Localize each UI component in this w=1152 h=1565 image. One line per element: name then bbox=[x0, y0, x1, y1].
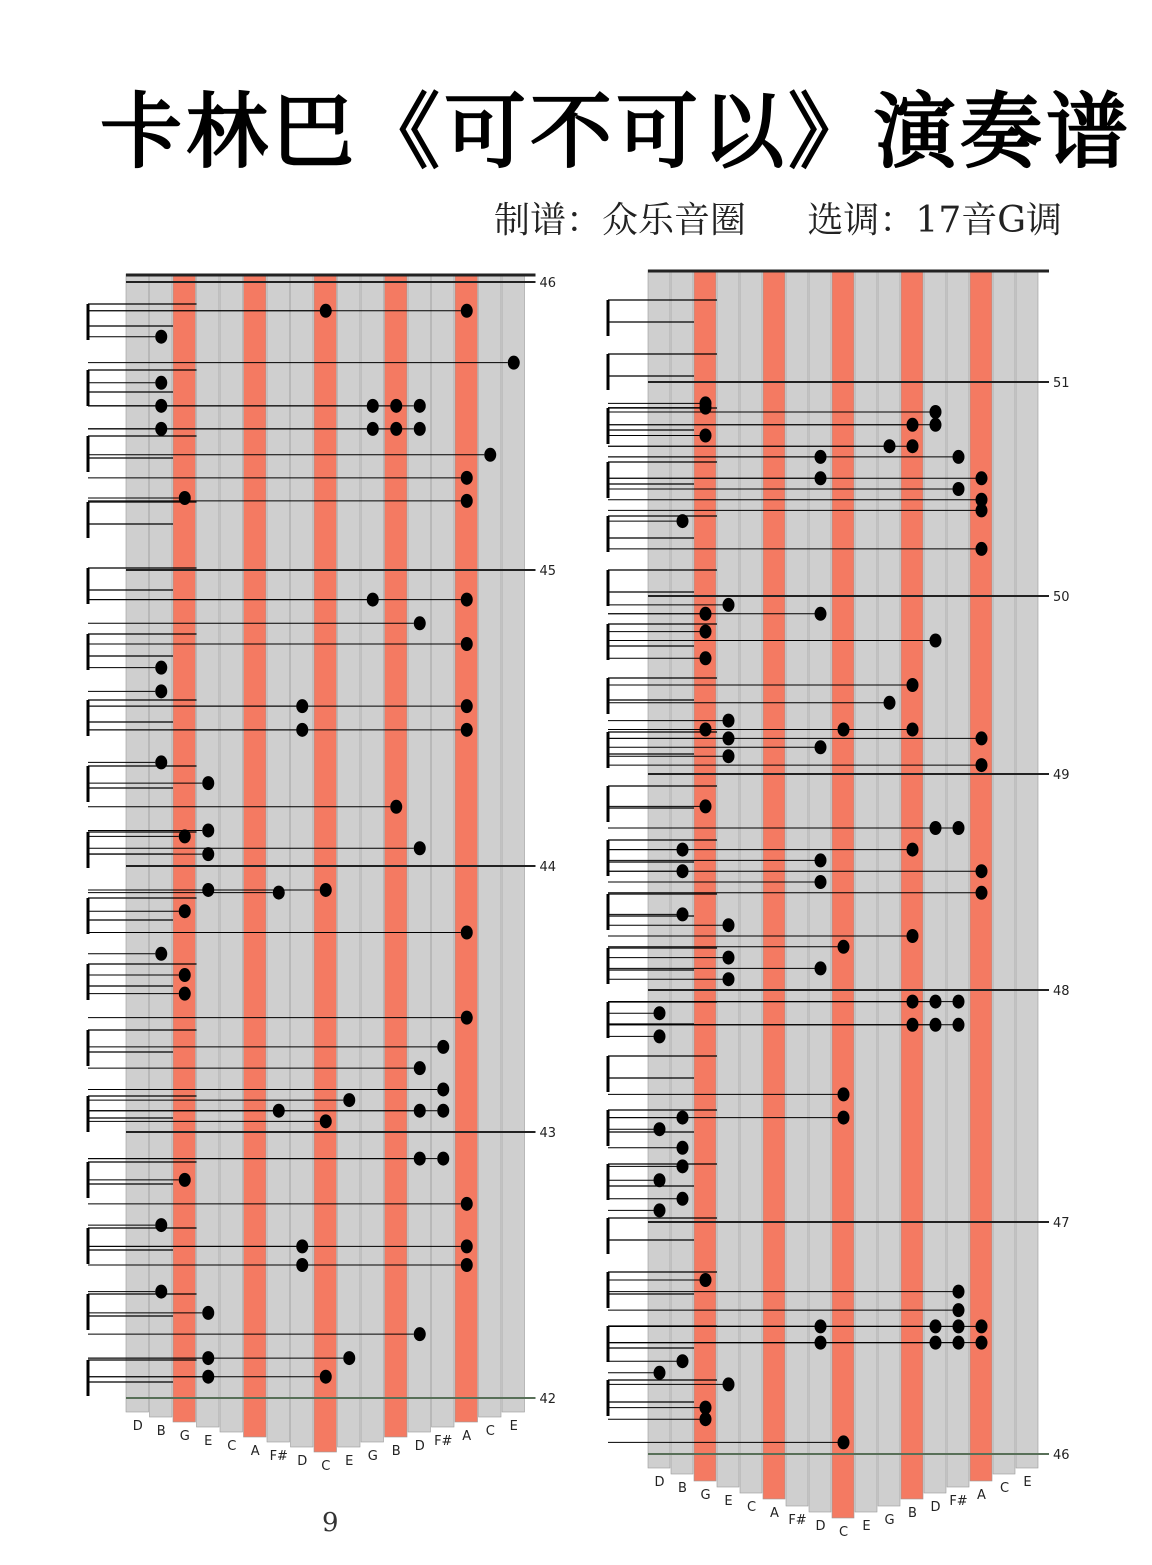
note-dot bbox=[815, 961, 827, 975]
tine-label: F# bbox=[949, 1494, 968, 1509]
note-dot bbox=[320, 1114, 332, 1128]
tine bbox=[314, 274, 337, 1452]
note-dot bbox=[723, 972, 735, 986]
note-dot bbox=[654, 1006, 666, 1020]
note-dot bbox=[976, 471, 988, 485]
note-dot bbox=[815, 853, 827, 867]
tine-label: B bbox=[678, 1481, 687, 1496]
note-dot bbox=[343, 1093, 355, 1107]
note-dot bbox=[155, 755, 167, 769]
note-dot bbox=[461, 699, 473, 713]
tine bbox=[717, 270, 739, 1487]
tine bbox=[432, 274, 455, 1427]
note-dot bbox=[723, 598, 735, 612]
note-dot bbox=[953, 995, 965, 1009]
tine bbox=[150, 274, 173, 1417]
note-dot bbox=[953, 1303, 965, 1317]
note-dot bbox=[930, 418, 942, 432]
note-dot bbox=[953, 821, 965, 835]
note-dot bbox=[700, 396, 712, 410]
tine-label: D bbox=[297, 1454, 308, 1469]
note-dot bbox=[179, 968, 191, 982]
note-dot bbox=[179, 904, 191, 918]
note-dot bbox=[320, 1370, 332, 1384]
tine-label: E bbox=[204, 1434, 213, 1449]
note-dot bbox=[976, 864, 988, 878]
note-dot bbox=[414, 616, 426, 630]
note-dot bbox=[953, 1285, 965, 1299]
note-dot bbox=[677, 1141, 689, 1155]
note-dot bbox=[723, 714, 735, 728]
tine bbox=[244, 274, 267, 1437]
measure-number: 46 bbox=[1053, 1448, 1070, 1463]
tine-label: D bbox=[654, 1475, 665, 1490]
note-dot bbox=[202, 823, 214, 837]
note-dot bbox=[907, 843, 919, 857]
note-dot bbox=[700, 799, 712, 813]
note-dot bbox=[179, 987, 191, 1001]
note-dot bbox=[273, 886, 285, 900]
note-dot bbox=[155, 684, 167, 698]
note-dot bbox=[907, 678, 919, 692]
note-dot bbox=[677, 864, 689, 878]
tine bbox=[361, 274, 384, 1442]
tine bbox=[502, 274, 525, 1412]
tine-label: G bbox=[884, 1513, 895, 1528]
note-dot bbox=[155, 1218, 167, 1232]
note-dot bbox=[461, 1258, 473, 1272]
note-dot bbox=[414, 1327, 426, 1341]
note-dot bbox=[677, 907, 689, 921]
note-dot bbox=[953, 1018, 965, 1032]
tine-label: B bbox=[908, 1506, 917, 1521]
note-dot bbox=[700, 1273, 712, 1287]
note-dot bbox=[976, 731, 988, 745]
note-dot bbox=[953, 482, 965, 496]
tine-label: F# bbox=[434, 1434, 453, 1449]
tine-label: A bbox=[250, 1444, 260, 1459]
note-dot bbox=[437, 1104, 449, 1118]
tine-label: G bbox=[700, 1488, 711, 1503]
note-dot bbox=[155, 330, 167, 344]
note-dot bbox=[414, 422, 426, 436]
tine-label: E bbox=[862, 1519, 871, 1534]
measure-number: 49 bbox=[1053, 768, 1070, 783]
measure-number: 50 bbox=[1053, 590, 1070, 605]
tine-label: C bbox=[227, 1439, 237, 1454]
note-dot bbox=[155, 1285, 167, 1299]
tine-label: F# bbox=[269, 1449, 288, 1464]
note-dot bbox=[953, 450, 965, 464]
tine bbox=[855, 270, 877, 1512]
note-dot bbox=[677, 1192, 689, 1206]
tine bbox=[126, 274, 149, 1412]
note-dot bbox=[155, 376, 167, 390]
note-dot bbox=[700, 723, 712, 737]
note-dot bbox=[654, 1122, 666, 1136]
tine-label: E bbox=[509, 1419, 518, 1434]
measure-number: 47 bbox=[1053, 1216, 1070, 1231]
note-dot bbox=[677, 514, 689, 528]
tine-label: E bbox=[345, 1454, 354, 1469]
note-dot bbox=[461, 1197, 473, 1211]
note-dot bbox=[815, 607, 827, 621]
page-number: 9 bbox=[322, 1508, 339, 1538]
tine-label: F# bbox=[788, 1513, 807, 1528]
tine-label: G bbox=[179, 1429, 190, 1444]
arranger-credit: 制谱：众乐音圈 bbox=[493, 200, 746, 241]
note-dot bbox=[155, 661, 167, 675]
key-info: 选调：17音G调 bbox=[807, 200, 1062, 241]
note-dot bbox=[907, 723, 919, 737]
note-dot bbox=[202, 1306, 214, 1320]
note-dot bbox=[700, 607, 712, 621]
tine bbox=[220, 274, 243, 1432]
note-dot bbox=[654, 1173, 666, 1187]
measure-number: 48 bbox=[1053, 984, 1070, 999]
kalimba-tab-panel-left bbox=[80, 268, 560, 1533]
note-dot bbox=[677, 1354, 689, 1368]
note-dot bbox=[461, 1011, 473, 1025]
note-dot bbox=[677, 843, 689, 857]
note-dot bbox=[907, 929, 919, 943]
note-dot bbox=[700, 651, 712, 665]
note-dot bbox=[700, 429, 712, 443]
note-dot bbox=[437, 1040, 449, 1054]
tine-label: C bbox=[321, 1459, 331, 1474]
tine-label: D bbox=[930, 1500, 941, 1515]
note-dot bbox=[155, 947, 167, 961]
note-dot bbox=[343, 1351, 355, 1365]
note-dot bbox=[723, 749, 735, 763]
tine-label: D bbox=[132, 1419, 143, 1434]
tine-label: C bbox=[838, 1525, 849, 1540]
note-dot bbox=[461, 1239, 473, 1253]
note-dot bbox=[838, 1111, 850, 1125]
note-dot bbox=[414, 399, 426, 413]
measure-number: 42 bbox=[539, 1392, 557, 1407]
note-dot bbox=[723, 918, 735, 932]
tine bbox=[479, 274, 502, 1417]
note-dot bbox=[700, 1412, 712, 1426]
tine bbox=[694, 270, 716, 1481]
note-dot bbox=[838, 940, 850, 954]
note-dot bbox=[179, 491, 191, 505]
note-dot bbox=[461, 593, 473, 607]
tine-label: C bbox=[485, 1424, 495, 1439]
note-dot bbox=[654, 1366, 666, 1380]
tine-label: A bbox=[770, 1506, 779, 1521]
tine-label: E bbox=[724, 1494, 733, 1509]
note-dot bbox=[484, 448, 496, 462]
note-dot bbox=[976, 493, 988, 507]
tine-label: D bbox=[815, 1519, 826, 1534]
note-dot bbox=[654, 1203, 666, 1217]
tine bbox=[648, 270, 670, 1468]
note-dot bbox=[930, 634, 942, 648]
tine-label: B bbox=[156, 1424, 166, 1439]
note-dot bbox=[815, 875, 827, 889]
note-dot bbox=[677, 1159, 689, 1173]
note-dot bbox=[461, 494, 473, 508]
tine bbox=[1016, 270, 1038, 1468]
note-dot bbox=[320, 883, 332, 897]
note-dot bbox=[461, 926, 473, 940]
note-dot bbox=[907, 439, 919, 453]
tine-label: C bbox=[746, 1500, 757, 1515]
note-dot bbox=[976, 542, 988, 556]
note-dot bbox=[723, 1377, 735, 1391]
note-dot bbox=[976, 886, 988, 900]
tine-label: G bbox=[367, 1449, 378, 1464]
note-dot bbox=[976, 1336, 988, 1350]
note-dot bbox=[461, 471, 473, 485]
measure-number: 51 bbox=[1053, 376, 1070, 391]
note-dot bbox=[838, 1435, 850, 1449]
note-dot bbox=[723, 951, 735, 965]
tine bbox=[901, 270, 923, 1499]
note-dot bbox=[437, 1082, 449, 1096]
subtitle bbox=[494, 192, 1062, 243]
tine bbox=[924, 270, 946, 1493]
tine-label: C bbox=[999, 1481, 1010, 1496]
note-dot bbox=[884, 696, 896, 710]
note-dot bbox=[390, 800, 402, 814]
note-dot bbox=[815, 450, 827, 464]
measure-number: 45 bbox=[539, 564, 557, 579]
note-dot bbox=[179, 829, 191, 843]
note-dot bbox=[815, 740, 827, 754]
tine bbox=[338, 274, 361, 1447]
tine-label: D bbox=[414, 1439, 425, 1454]
measure-number: 43 bbox=[539, 1126, 557, 1141]
note-dot bbox=[414, 1061, 426, 1075]
page-title: 卡林巴《可不可以》演奏谱 bbox=[100, 85, 1133, 180]
note-dot bbox=[202, 776, 214, 790]
kalimba-tab-panel-right bbox=[600, 262, 1080, 1547]
note-dot bbox=[700, 625, 712, 639]
note-dot bbox=[976, 1319, 988, 1333]
measure-number: 44 bbox=[539, 860, 557, 875]
tine bbox=[786, 270, 808, 1506]
tine bbox=[267, 274, 290, 1442]
tine-label: A bbox=[462, 1429, 472, 1444]
note-dot bbox=[461, 637, 473, 651]
note-dot bbox=[838, 1087, 850, 1101]
note-dot bbox=[179, 1173, 191, 1187]
tine-label: B bbox=[391, 1444, 401, 1459]
note-dot bbox=[414, 841, 426, 855]
tine bbox=[385, 274, 408, 1437]
note-dot bbox=[202, 847, 214, 861]
note-dot bbox=[508, 356, 520, 370]
note-dot bbox=[930, 405, 942, 419]
note-dot bbox=[437, 1152, 449, 1166]
measure-number: 46 bbox=[539, 276, 557, 291]
note-dot bbox=[461, 304, 473, 318]
note-dot bbox=[461, 723, 473, 737]
tine bbox=[878, 270, 900, 1506]
note-dot bbox=[976, 758, 988, 772]
tine-label: A bbox=[977, 1488, 986, 1503]
tine bbox=[763, 270, 785, 1499]
tine bbox=[993, 270, 1015, 1474]
tine-label: E bbox=[1023, 1475, 1032, 1490]
note-dot bbox=[654, 1029, 666, 1043]
